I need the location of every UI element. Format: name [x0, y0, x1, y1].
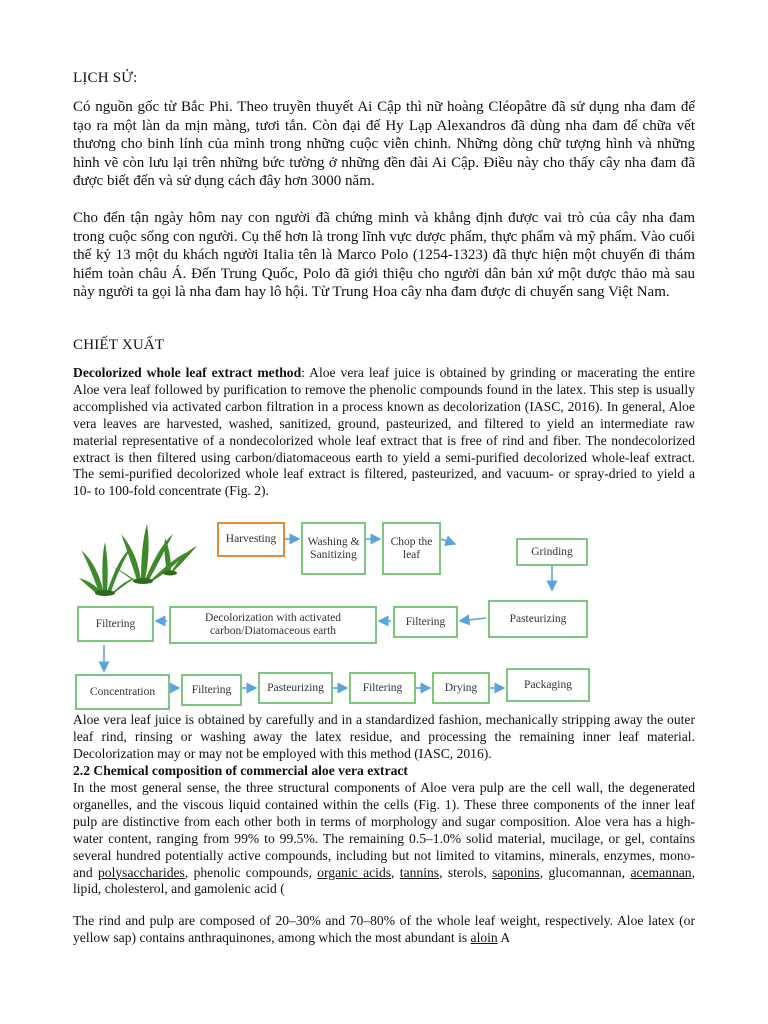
rind-text: The rind and pulp are composed of 20–30% and 70–80% of the whole leaf weight, respectively. Aloe latex (or yellow sap) contains anthraquinones, among which the most abundant is [73, 913, 695, 945]
step-filtering-3: Filtering [181, 674, 242, 706]
step-filtering-4: Filtering [349, 672, 416, 704]
step-filtering-2: Filtering [77, 606, 154, 642]
history-heading: LỊCH SỬ: [73, 70, 138, 86]
composition-text: , [391, 864, 400, 880]
history-paragraph-1: Có nguồn gốc từ Bắc Phi. Theo truyền thuyết Ai Cập thì nữ hoàng Cléopâtre đã sử dụng nha đam để tạo ra một làn da mịn màng, tươi tắn. Còn đại đế Hy Lạp Alexandros đã dùng nha đam để chữa vết thương cho binh lính của mình trong những cuộc viễn chinh. Những dòng chữ tượng hình và những hình vẽ còn lưu lại trên những bức tường ở những đền đài Ai Cập. Điều này cho thấy cây nha đam đã được biết đến và sử dụng cách đây hơn 3000 năm. [73, 99, 695, 189]
rind-text: A [497, 929, 511, 945]
extraction-heading: CHIẾT XUẤT [73, 337, 165, 353]
link-saponins[interactable]: saponins [492, 864, 540, 880]
composition-text: , phenolic compounds, [184, 864, 318, 880]
step-drying: Drying [432, 672, 490, 704]
method-text: : Aloe vera leaf juice is obtained by grinding or macerating the entire Aloe vera leaf followed by purification to remove the phenolic compounds found in the latex. This step is usually accomplished via activated carbon filtration in a process known as decolorization (IASC, 2016). In general, Aloe vera leaves are harvested, washed, sanitized, ground, pasteurized, and filtered to yield an intermediate raw material representative of a nondecolorized whole leaf extract that is free of rind and fiber. The nondecolorized extract is then filtered using carbon/diatomaceous earth to yield a semi-purified decolorized whole-leaf extract. The semi-purified decolorized whole leaf extract is filtered, pasteurized, and vacuum- or spray-dried to yield a 10- to 100-fold concentrate (Fig. 2). [73, 365, 695, 499]
composition-paragraph [73, 780, 695, 898]
step-concentration: Concentration [75, 674, 170, 710]
composition-text: , glucomannan, [539, 864, 631, 880]
step-harvesting: Harvesting [217, 522, 285, 557]
link-organic-acids[interactable]: organic acids [317, 864, 392, 880]
step-chop-leaf: Chop the leaf [382, 522, 441, 575]
method-title: Decolorized whole leaf extract method [73, 365, 302, 380]
composition-heading: 2.2 Chemical composition of commercial aloe vera extract [73, 763, 408, 778]
link-polysaccharides[interactable]: polysaccharides [98, 864, 185, 880]
step-filtering-1: Filtering [393, 606, 458, 638]
step-decolorization: Decolorization with activated carbon/Diatomaceous earth [169, 606, 377, 644]
rind-paragraph [73, 913, 695, 947]
leaf-juice-paragraph: Aloe vera leaf juice is obtained by carefully and in a standardized fashion, mechanically stripping away the outer leaf rind, rinsing or washing away the latex residue, and processing the remaining inner leaf material. Decolorization may or may not be employed with this method (IASC, 2016). [73, 712, 695, 761]
composition-text: In the most general sense, the three structural components of Aloe vera pulp are the cell wall, the degenerated organelles, and the viscous liquid contained within the cells (Fig. 1). These three components of the inner leaf pulp are distinctive from each other both in terms of morphology and sugar composition. Aloe vera has a high-water content, ranging from 99% to 99.5%. The remaining 0.5–1.0% solid material, mucilage, or gel, contains several hundred potentially active compounds, including but not limited to vitamins, minerals, enzymes, mono- and [73, 780, 695, 880]
composition-text: , lipid, cholesterol, and gamolenic acid ( [73, 864, 695, 897]
link-tannins[interactable]: tannins [399, 864, 440, 880]
step-pasteurizing-1: Pasteurizing [488, 600, 588, 638]
step-grinding: Grinding [516, 538, 588, 566]
link-aloin[interactable]: aloin [470, 929, 498, 945]
step-packaging: Packaging [506, 668, 590, 702]
extraction-process-diagram [73, 518, 593, 714]
aloe-plant-illustration [79, 520, 201, 598]
step-washing-sanitizing: Washing & Sanitizing [301, 522, 366, 575]
composition-text: , sterols, [439, 864, 493, 880]
step-pasteurizing-2: Pasteurizing [258, 672, 333, 704]
history-paragraph-2: Cho đến tận ngày hôm nay con người đã chứng minh và khẳng định được vai trò của cây nha đam trong cuộc sống con người. Cụ thể hơn là trong lĩnh vực dược phẩm, thực phẩm và mỹ phẩm. Vào cuối thế kỷ 13 một du khách người Italia tên là Marco Polo (1254-1323) đã thực hiện một chuyến đi thám hiểm toàn châu Á. Đến Trung Quốc, Polo đã giới thiệu cho người dân bản xứ một dược thảo mà sau này người ta gọi là nha đam hay lô hội. Từ Trung Hoa cây nha đam được di chuyển sang Việt Nam. [73, 210, 695, 300]
link-acemannan[interactable]: acemannan [630, 864, 692, 880]
extraction-method-paragraph [73, 365, 695, 500]
